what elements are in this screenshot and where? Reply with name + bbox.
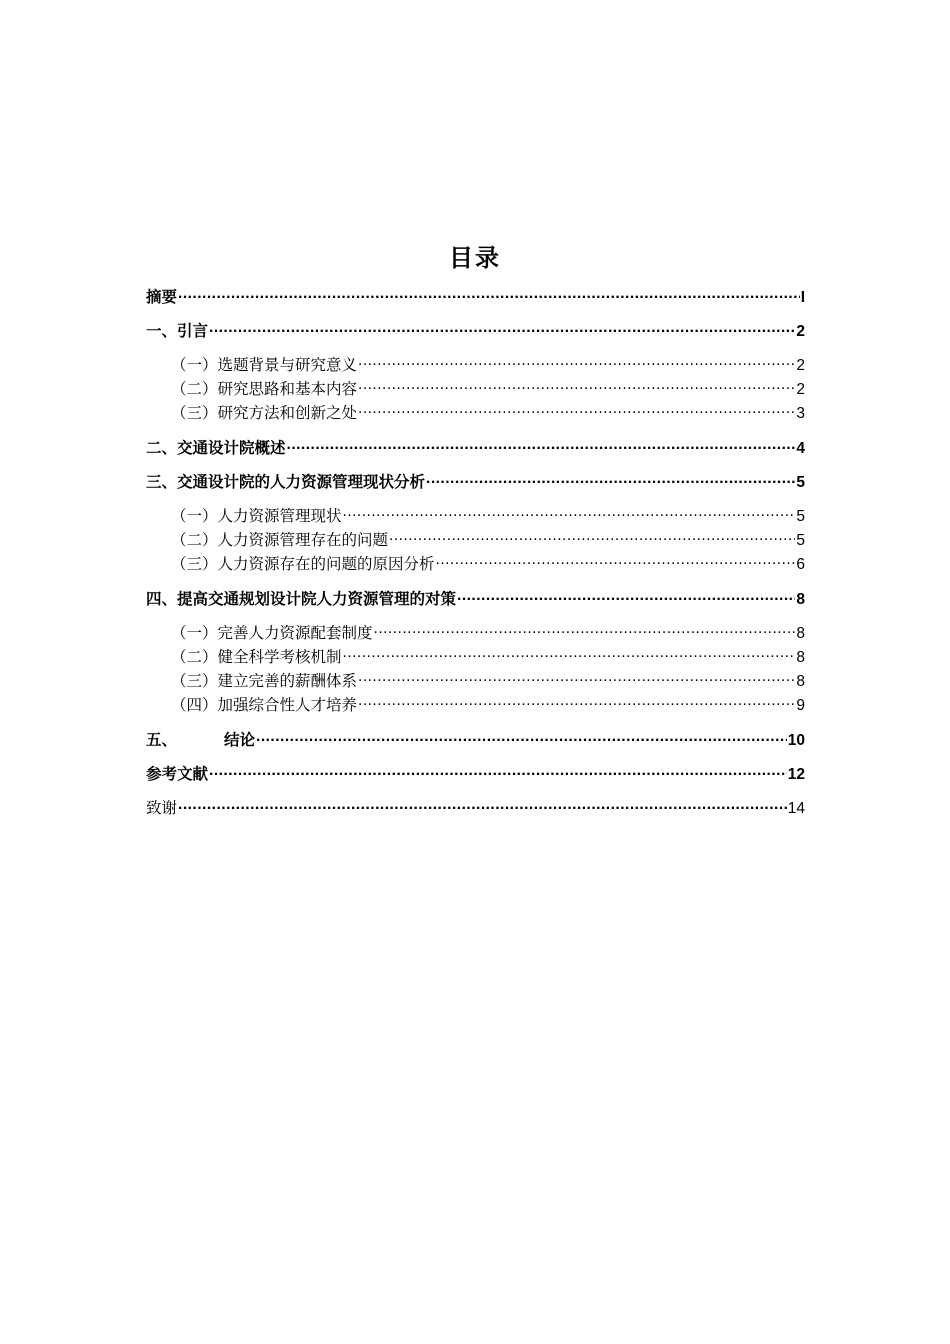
toc-entry-label: 一、引言 [146,322,209,340]
toc-dot-leader [256,730,787,746]
toc-entry-label: 二、交通设计院概述 [146,439,286,457]
toc-dot-leader [343,647,796,663]
toc-page-number: 8 [796,591,805,608]
toc-entry-4-4[interactable] [146,693,805,717]
toc-dot-leader [287,438,796,454]
toc-dot-leader [358,379,795,395]
toc-entry-label: （一）完善人力资源配套制度 [171,624,373,642]
toc-entry-label: 摘要 [146,288,178,306]
toc-dot-leader [209,764,787,780]
toc-page-number: 5 [796,474,805,491]
toc-entry-acknowledgements[interactable] [146,797,805,819]
toc-dot-leader [358,355,795,371]
toc-entry-3-1[interactable] [146,504,805,528]
toc-entry-conclusion[interactable] [146,729,805,751]
toc-entry-1-3[interactable] [146,401,805,425]
toc-entry-1-2[interactable] [146,377,805,401]
toc-dot-leader [426,472,795,488]
toc-entry-label: （二）研究思路和基本内容 [171,380,358,398]
toc-dot-leader [358,403,795,419]
toc-dot-leader [178,287,800,303]
toc-page-number: 10 [787,732,805,749]
toc-dot-leader [389,530,795,546]
toc-page-number: 4 [796,440,805,457]
toc-entry-label: 参考文献 [146,765,209,783]
toc-entry-references[interactable] [146,763,805,785]
toc-entry-label [146,729,255,751]
toc-entry-label: 三、交通设计院的人力资源管理现状分析 [146,473,426,491]
table-of-contents [146,286,805,819]
toc-entry-label: 四、提高交通规划设计院人力资源管理的对策 [146,590,457,608]
toc-entry-label: （二）健全科学考核机制 [171,648,342,666]
toc-entry-introduction[interactable] [146,320,805,342]
toc-page-number: 12 [787,766,805,783]
toc-dot-leader [436,554,796,570]
toc-entry-3-3[interactable] [146,552,805,576]
toc-entry-3-2[interactable] [146,528,805,552]
toc-page-number: 2 [796,357,805,374]
toc-title: 目录 [449,244,501,272]
toc-entry-label: （一）人力资源管理现状 [171,507,342,525]
toc-entry-4-1[interactable] [146,621,805,645]
toc-page-number: 3 [796,405,805,422]
toc-entry-number: 五、 [146,731,178,749]
toc-dot-leader [358,671,795,687]
toc-entry-chapter-4[interactable] [146,588,805,610]
toc-dot-leader [457,589,795,605]
toc-dot-leader [374,623,796,639]
toc-entry-label: （三）人力资源存在的问题的原因分析 [171,555,435,573]
toc-page-number: 5 [796,532,805,549]
toc-page-number: 2 [796,323,805,340]
toc-page-number: 8 [796,625,805,642]
toc-page-number: 6 [796,556,805,573]
toc-page-number: 8 [796,649,805,666]
toc-entry-text: 结论 [224,731,256,749]
toc-entry-chapter-2[interactable] [146,437,805,459]
toc-page-number: 2 [796,381,805,398]
toc-entry-label: （三）研究方法和创新之处 [171,404,358,422]
toc-dot-leader [343,506,796,522]
toc-entry-label: （二）人力资源管理存在的问题 [171,531,389,549]
toc-entry-chapter-3[interactable] [146,471,805,493]
toc-page-number: 8 [796,673,805,690]
toc-entry-abstract[interactable] [146,286,805,308]
toc-dot-leader [178,798,787,814]
toc-dot-leader [209,321,795,337]
toc-entry-4-2[interactable] [146,645,805,669]
toc-page-number: 9 [796,697,805,714]
toc-entry-label: （四）加强综合性人才培养 [171,696,358,714]
toc-entry-label: 致谢 [146,799,178,817]
toc-page-number: 5 [796,508,805,525]
toc-page-number: 14 [787,800,805,817]
toc-page-number: I [800,289,805,306]
toc-entry-4-3[interactable] [146,669,805,693]
toc-entry-label: （一）选题背景与研究意义 [171,356,358,374]
toc-entry-1-1[interactable] [146,353,805,377]
toc-dot-leader [358,695,795,711]
toc-entry-label: （三）建立完善的薪酬体系 [171,672,358,690]
